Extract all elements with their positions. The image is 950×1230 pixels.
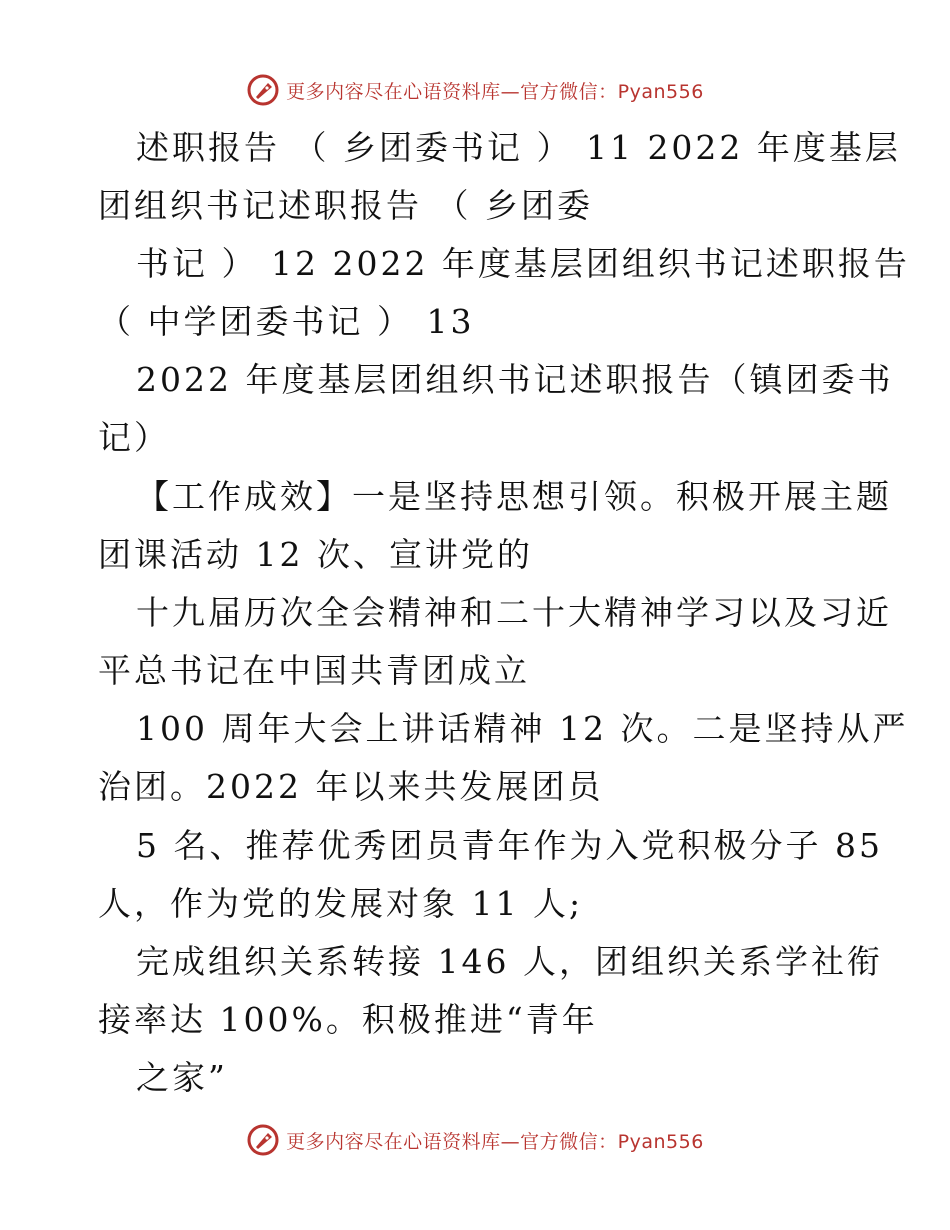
body-line: 接率达 100%。积极推进“青年	[98, 1000, 598, 1039]
watermark-text: 更多内容尽在心语资料库—官方微信：Pyan556	[286, 80, 704, 103]
body-line: 团组织书记述职报告 （ 乡团委	[98, 186, 593, 225]
body-line: 完成组织关系转接 146 人，团组织关系学社衔	[136, 942, 883, 981]
body-line: 100 周年大会上讲话精神 12 次。二是坚持从严	[136, 709, 909, 748]
body-line: 治团。2022 年以来共发展团员	[98, 767, 604, 806]
body-line: 之家”	[136, 1058, 228, 1097]
body-line: 2022 年度基层团组织书记述职报告（镇团委书	[136, 360, 894, 399]
header-watermark	[0, 70, 950, 110]
body-line: 述职报告 （ 乡团委书记 ） 11 2022 年度基层	[136, 128, 901, 167]
footer-watermark	[0, 1120, 950, 1160]
body-line: （ 中学团委书记 ） 13	[98, 302, 475, 341]
body-line: 平总书记在中国共青团成立	[98, 651, 530, 690]
body-line: 团课活动 12 次、宣讲党的	[98, 535, 533, 574]
body-line: 书记 ） 12 2022 年度基层团组织书记述职报告	[136, 244, 910, 283]
body-line: 【工作成效】一是坚持思想引领。积极开展主题	[136, 477, 892, 516]
pen-nib-logo-icon	[246, 73, 280, 107]
watermark-text: 更多内容尽在心语资料库—官方微信：Pyan556	[286, 1130, 704, 1153]
body-line: 5 名、推荐优秀团员青年作为入党积极分子 85	[136, 826, 883, 865]
pen-nib-logo-icon	[246, 1123, 280, 1157]
body-line: 人，作为党的发展对象 11 人;	[98, 884, 584, 923]
body-line: 十九届历次全会精神和二十大精神学习以及习近	[136, 593, 892, 632]
body-line: 记）	[98, 418, 170, 457]
